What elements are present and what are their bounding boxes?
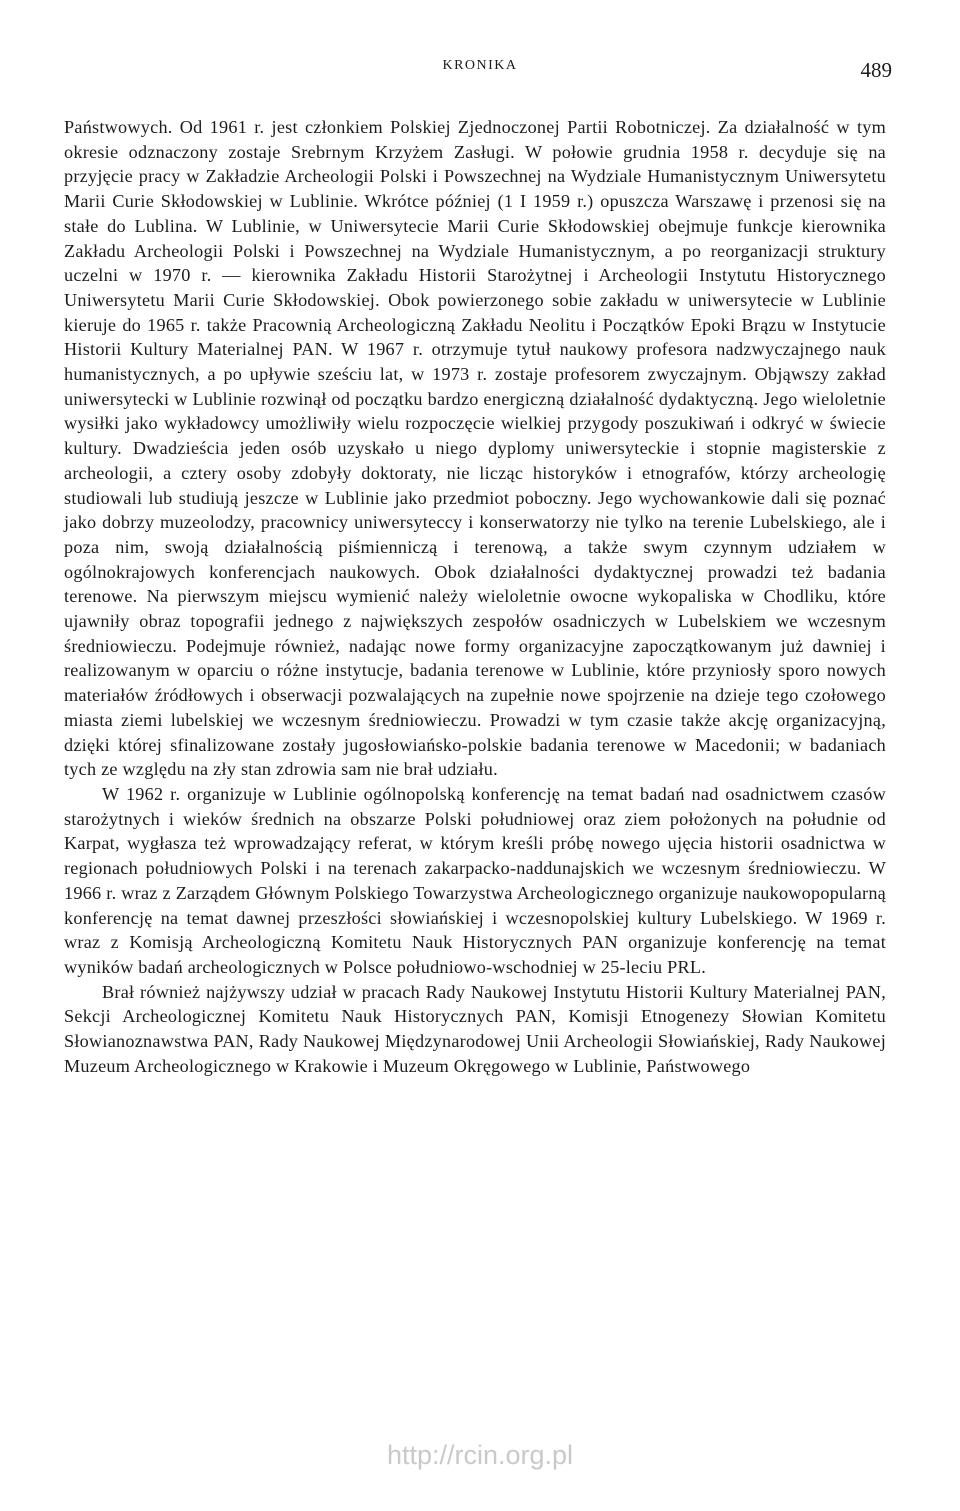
paragraph-2: W 1962 r. organizuje w Lublinie ogólnopolską konferencję na temat badań nad osadnictwem czasów starożytnych i wieków średnich na obszarze Polski południowej oraz ziem położonych na południe od Karpat, wygłasza też wprowadzający referat, w którym kreśli próbę nowego ujęcia historii osadnictwa w regionach południowych Polski i na terenach zakarpacko-naddunajskich we wczesnym średniowieczu. W 1966 r. wraz z Zarządem Głównym Polskiego Towarzystwa Archeologicznego organizuje naukowopopularną konferencję na temat dawnej przeszłości słowiańskiej i wczesnopolskiej kultury Lubelskiego. W 1969 r. wraz z Komisją Archeologiczną Komitetu Nauk Historycznych PAN organizuje konferencję na temat wyników badań archeologicznych w Polsce południowo-wschodniej w 25-leciu PRL. [64, 783, 886, 977]
page-number: 489 [860, 58, 892, 82]
paragraph-1: Państwowych. Od 1961 r. jest członkiem Polskiej Zjednoczonej Partii Robotniczej. Za działalność w tym okresie odznaczony zostaje Srebrnym Krzyżem Zasługi. W połowie grudnia 1958 r. decyduje się na przyjęcie pracy w Zakładzie Archeologii Polski i Powszechnej na Wydziale Humanistycznym Uniwersytetu Marii Curie Skłodowskiej w Lublinie. Wkrótce później (1 I 1959 r.) opuszcza Warszawę i przenosi się na stałe do Lublina. W Lublinie, w Uniwersytecie Marii Curie Skłodowskiej obejmuje funkcje kierownika Zakładu Archeologii Polski i Powszechnej na Wydziale Humanistycznym, a po reorganizacji struktury uczelni w 1970 r. — kierownika Zakładu Historii Starożytnej i Archeologii Instytutu Historycznego Uniwersytetu Marii Curie Skłodowskiej. Obok powierzonego sobie zakładu w uniwersytecie w Lublinie kieruje do 1965 r. także Pracownią Archeologiczną Zakładu Neolitu i Początków Epoki Brązu w Instytucie Historii Kultury Materialnej PAN. W 1967 r. otrzymuje tytuł naukowy profesora nadzwyczajnego nauk humanistycznych, a po upływie sześciu lat, w 1973 r. zostaje profesorem zwyczajnym. Objąwszy zakład uniwersytecki w Lublinie rozwinął od początku bardzo energiczną działalność dydaktyczną. Jego wieloletnie wysiłki jako wykładowcy umożliwiły wielu rozpoczęcie wielkiej przygody poszukiwań i odkryć w świecie kultury. Dwadzieścia jeden osób uzyskało u niego dyplomy uniwersyteckie i stopnie magisterskie z archeologii, a cztery osoby zdobyły doktoraty, nie licząc historyków i etnografów, którzy archeologię studiowali lub studiują jeszcze w Lublinie jako przedmiot poboczny. Jego wychowankowie dali się poznać jako dobrzy muzeolodzy, pracownicy uniwersyteccy i konserwatorzy nie tylko na terenie Lubelskiego, ale i poza nim, swoją działalnością piśmienniczą i terenową, a także swym czynnym udziałem w ogólnokrajowych konferencjach naukowych. Obok działalności dydaktycznej prowadzi też badania terenowe. Na pierwszym miejscu wymienić należy wieloletnie owocne wykopaliska w Chodliku, które ujawniły obraz topografii jednego z największych zespołów osadniczych w Lubelskiem we wczesnym średniowieczu. Podejmuje również, nadając nowe formy organizacyjne zapoczątkowanym już dawniej i realizowanym w oparciu o różne instytucje, badania terenowe w Lublinie, które przyniosły sporo nowych materiałów źródłowych i obserwacji pozwalających na zupełnie nowe spojrzenie na dzieje tego czołowego miasta ziemi lubelskiej we wczesnym średniowieczu. Prowadzi w tym czasie także akcję organizacyjną, dzięki której sfinalizowane zostały jugosłowiańsko-polskie badania terenowe w Macedonii; w badaniach tych ze względu na zły stan zdrowia sam nie brał udziału. [64, 117, 886, 780]
source-watermark: http://rcin.org.pl [386, 1440, 574, 1470]
paragraph-3: Brał również najżywszy udział w pracach Rady Naukowej Instytutu Historii Kultury Materialnej PAN, Sekcji Archeologicznej Komitetu Nauk Historycznych PAN, Komisji Etnogenezy Słowian Komitetu Słowianoznawstwa PAN, Rady Naukowej Międzynarodowej Unii Archeologii Słowiańskiej, Rady Naukowej Muzeum Archeologicznego w Krakowie i Muzeum Okręgowego w Lublinie, Państwowego [64, 981, 886, 1076]
body-text [64, 115, 886, 1078]
running-head-title: KRONIKA [442, 58, 518, 73]
